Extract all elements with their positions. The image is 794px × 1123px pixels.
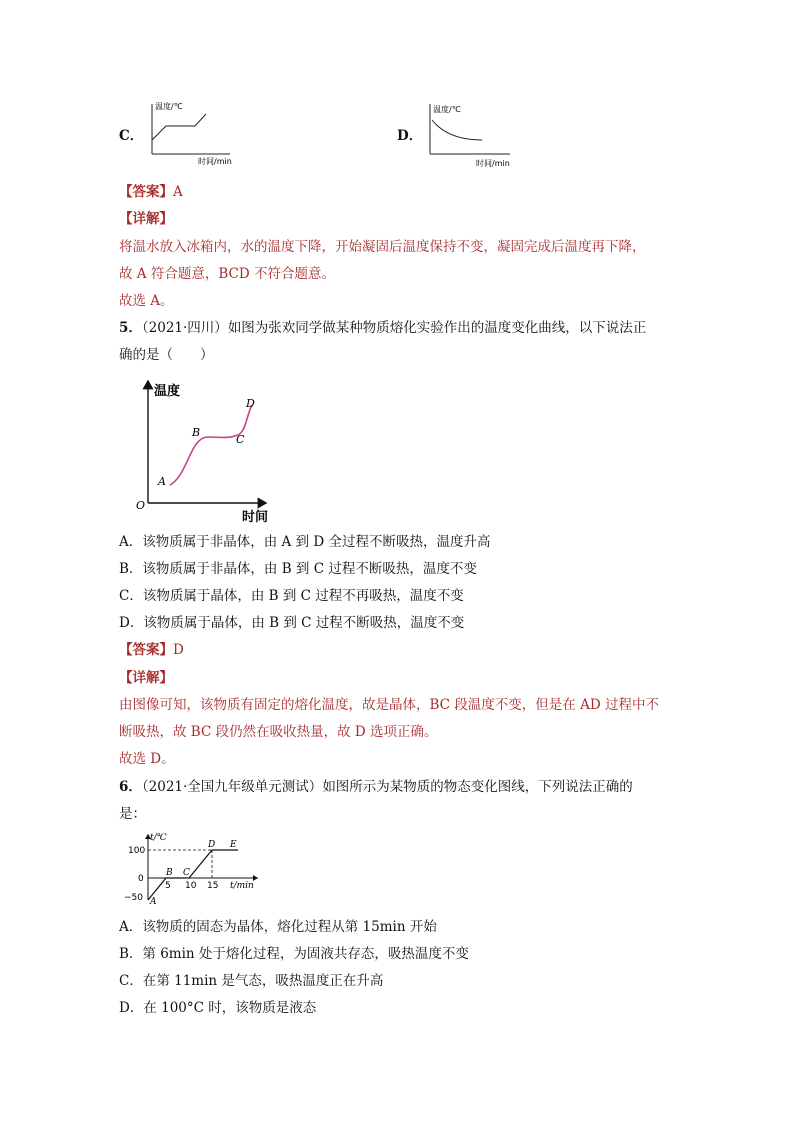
q5-origin: O <box>136 499 146 512</box>
q6-xtick-5: 5 <box>165 881 171 891</box>
q6-phase-graph <box>120 830 270 908</box>
option-c-label: C． <box>119 128 144 144</box>
answer-value: A <box>173 184 183 200</box>
q6-option-b: B．第 6min 处于熔化过程，为固液共存态，吸热温度不变 <box>119 946 469 962</box>
detail-label: 【详解】 <box>119 670 173 686</box>
q6-point-d: D <box>208 840 216 850</box>
answer-prefix: 【答案】 <box>119 184 173 200</box>
q4-detail-line-1: 将温水放入冰箱内，水的温度下降，开始凝固后温度保持不变，凝固完成后温度再下降， <box>119 239 646 255</box>
answer-prefix: 【答案】 <box>119 642 173 658</box>
option-d-graph <box>418 98 528 170</box>
q6-stem-line-1 <box>119 777 633 797</box>
option-d-xlabel: 时间/min <box>476 159 510 168</box>
q6-point-b: B <box>166 868 173 878</box>
q6-ylabel: t/℃ <box>150 833 167 843</box>
q4-detail-line-2: 故 A 符合题意，BCD 不符合题意。 <box>119 266 335 282</box>
q6-point-c: C <box>183 868 190 878</box>
q5-detail-line-2: 断吸热，故 BC 段仍然在吸收热量，故 D 选项正确。 <box>119 724 438 740</box>
q6-point-a: A <box>150 897 157 907</box>
q6-ytick-100: 100 <box>128 846 146 856</box>
q5-xlabel: 时间 <box>242 510 269 525</box>
option-d-label: D． <box>397 128 423 144</box>
q4-choose: 故选 A。 <box>119 293 174 309</box>
q6-xlabel: t/min <box>230 881 254 891</box>
q5-number: 5． <box>119 320 142 336</box>
q5-detail-line-1: 由图像可知，该物质有固定的熔化温度，故是晶体，BC 段温度不变，但是在 AD 过程中不 <box>119 697 659 713</box>
q5-ylabel: 温度 <box>154 384 181 399</box>
q6-option-a: A．该物质的固态为晶体，熔化过程从第 15min 开始 <box>119 919 437 935</box>
q5-point-d: D <box>246 397 255 410</box>
q6-ytick-neg50: −50 <box>124 893 143 903</box>
q6-xtick-10: 10 <box>185 881 197 891</box>
q5-stem-line-2: 确的是（ ） <box>119 347 214 363</box>
q5-stem-line-1 <box>119 318 646 338</box>
detail-label: 【详解】 <box>119 211 173 227</box>
q5-option-a: A．该物质属于非晶体，由 A 到 D 全过程不断吸热，温度升高 <box>119 534 491 550</box>
q5-option-b: B．该物质属于非晶体，由 B 到 C 过程不断吸热，温度不变 <box>119 561 477 577</box>
q6-ytick-0: 0 <box>138 874 144 884</box>
q5-answer-row <box>119 640 184 660</box>
q5-option-c: C．该物质属于晶体，由 B 到 C 过程不再吸热，温度不变 <box>119 588 464 604</box>
option-c-graph <box>140 98 250 170</box>
q6-point-e: E <box>230 840 237 850</box>
option-c-ylabel: 温度/℃ <box>155 102 183 111</box>
q6-stem: 如图所示为某物质的物态变化图线，下列说法正确的 <box>322 779 633 795</box>
q6-number: 6． <box>119 779 142 795</box>
q4-answer-row <box>119 182 183 202</box>
q6-stem-line-2: 是： <box>119 806 146 822</box>
q5-point-a: A <box>158 475 166 488</box>
q6-xtick-15: 15 <box>207 881 219 891</box>
q6-option-c: C．在第 11min 是气态，吸热温度正在升高 <box>119 973 384 989</box>
q6-option-d: D．在 100°C 时，该物质是液态 <box>119 1000 317 1016</box>
q6-source: （2021·全国九年级单元测试） <box>141 779 323 795</box>
option-d-ylabel: 温度/℃ <box>433 105 461 114</box>
option-c-xlabel: 时间/min <box>198 157 232 166</box>
answer-value: D <box>173 642 184 658</box>
q5-stem: 如图为张欢同学做某种物质熔化实验作出的温度变化曲线，以下说法正 <box>227 320 647 336</box>
q5-point-c: C <box>236 433 245 446</box>
q5-source: （2021·四川） <box>141 320 228 336</box>
q5-option-d: D．该物质属于晶体，由 B 到 C 过程不断吸热，温度不变 <box>119 615 465 631</box>
q5-point-b: B <box>192 426 201 439</box>
q5-choose: 故选 D。 <box>119 751 175 767</box>
q5-melting-graph <box>130 375 280 525</box>
